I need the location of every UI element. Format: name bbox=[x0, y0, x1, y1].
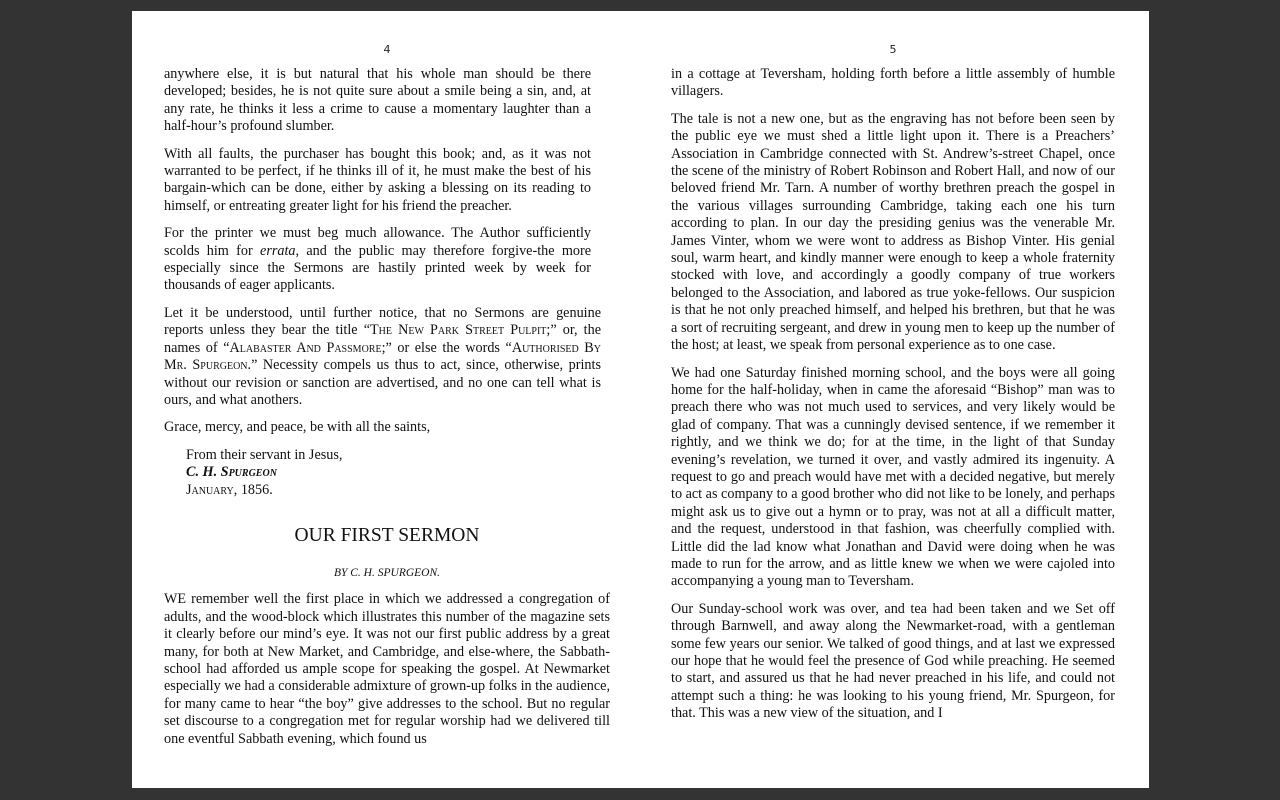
small-caps-text: The New Park Street Pulpit bbox=[370, 322, 547, 339]
document-spread bbox=[132, 11, 1149, 788]
page-number: 5 bbox=[889, 43, 897, 56]
paragraph: Our Sunday-school work was over, and tea had been taken and we Set off through Barnwell, and away along the Newmarket-road, with a gentleman some few years our senior. We talked of good things, and at last we expressed our hope that he would feel the presence of God while preaching. He seemed to start, and assured us that he had never preached in his life, and could not attempt such a thing: he was looking to his young friend, Mr. Spurgeon, for that. This was a new view of the situation, and I bbox=[671, 600, 1115, 722]
small-caps-text: Authorised By Mr. Spurgeon bbox=[164, 339, 601, 374]
section-heading: OUR FIRST SERMON bbox=[294, 524, 480, 546]
left-page bbox=[164, 11, 610, 788]
paragraph: anywhere else, it is but natural that his whole man should be there developed; besides, he is not quite sure about a smile being a sin, and, at any rate, he thinks it less a crime to cause a momentary laughter than a half-hour’s profound slumber. bbox=[164, 66, 591, 135]
paragraph: WE remember well the first place in which we addressed a congregation of adults, and the wood-block which illustrates this number of the magazine sets it clearly before our mind’s eye. It was not our first public address by a great many, for both at New Market, and Cambridge, and else-where, the Sabbath-school had afforded us ample scope for speaking the gospel. At Newmarket especially we had a considerable admixture of grown-up folks in the audience, for many came to hear “the boy” give addresses to the school. But no regular set discourse to a congregation met for regular worship had we delivered till one eventful Sabbath evening, which found us bbox=[164, 591, 610, 747]
small-caps-text: Alabaster And Passmore bbox=[229, 339, 382, 356]
paragraph: With all faults, the purchaser has bought this book; and, as it was not warranted to be perfect, if he thinks ill of it, he must make the best of his bargain-which can be done, either by asking a blessing on its reading to himself, or entreating greater light for his friend the preacher. bbox=[164, 145, 591, 214]
paragraph: in a cottage at Teversham, holding forth before a little assembly of humble villagers. bbox=[671, 66, 1115, 100]
signature-name: C. H. Spurgeon bbox=[186, 464, 277, 481]
page-body bbox=[671, 66, 1115, 733]
byline: BY C. H. SPURGEON. bbox=[333, 566, 441, 579]
paragraph: The tale is not a new one, but as the engraving has not before been seen by the public eye we must shed a little light upon it. There is a Preachers’ Association in Cambridge connected with St. Andrew’s-street Chapel, once the scene of the ministry of Robert Robinson and Robert Hall, and now of our beloved friend Mr. Tarn. A number of worthy brethren preach the gospel in the various villages surrounding Cambridge, taking each one his turn according to plan. In our day the presiding genius was the venerable Mr. James Vinter, whom we were wont to address as Bishop Vinter. His genial soul, warm heart, and kindly manner were enough to keep a whole fraternity stocked with love, and accordingly a goodly company of true workers belonged to the Association, and labored as true yoke-fellows. Our suspicion is that he not only preached himself, and helped his brethren, but that he was a sort of recruiting sergeant, and drew in young men to keep up the number of the host; at least, we speak from personal experience as to one case. bbox=[671, 110, 1115, 354]
right-page bbox=[671, 11, 1115, 788]
emphasis-text: errata bbox=[260, 242, 296, 259]
paragraph: Let it be understood, until further notice, that no Sermons are genuine reports unless they bear the title “The New Park Street Pulpit;” or, the names of “Alabaster And Passmore;” or else the words “Authorised By Mr. Spurgeon.” Necessity compels us thus to act, since, otherwise, prints without our revision or sanction are advertised, and no one can tell what is ours, and what anothers. bbox=[164, 304, 601, 408]
paragraph: Grace, mercy, and peace, be with all the saints, bbox=[164, 419, 431, 436]
page-body bbox=[164, 66, 610, 758]
paragraph: We had one Saturday finished morning school, and the boys were all going home for the half-holiday, when in came the aforesaid “Bishop” man was to preach there who was not much used to services, and very likely would be glad of company. That was a cunningly devised sentence, if we remember it rightly, and we think we do; for at the time, in the light of that Sunday evening’s revelation, we turned it over, and vastly admired its ingenuity. A request to go and preach would have met with a decided negative, but merely to act as company to a good brother who did not like to be lonely, and perhaps might ask us to give out a hymn or to pray, was not at all a difficult matter, and the request, understood in that fashion, was cheerfully complied with. Little did the lad know what Jonathan and David were doing when he was made to run for the arrow, and as little knew we when we were cajoled into accompanying a young man to Teversham. bbox=[671, 364, 1115, 590]
signature-from: From their servant in Jesus, bbox=[186, 446, 343, 463]
signature-block bbox=[186, 447, 610, 499]
signature-date: January, 1856. bbox=[186, 481, 273, 498]
paragraph: For the printer we must beg much allowance. The Author sufficiently scolds him for errata, and the public may therefore forgive-the more especially since the Sermons are hastily printed week by week for thousands of eager applicants. bbox=[164, 225, 591, 294]
page-number: 4 bbox=[383, 43, 391, 56]
